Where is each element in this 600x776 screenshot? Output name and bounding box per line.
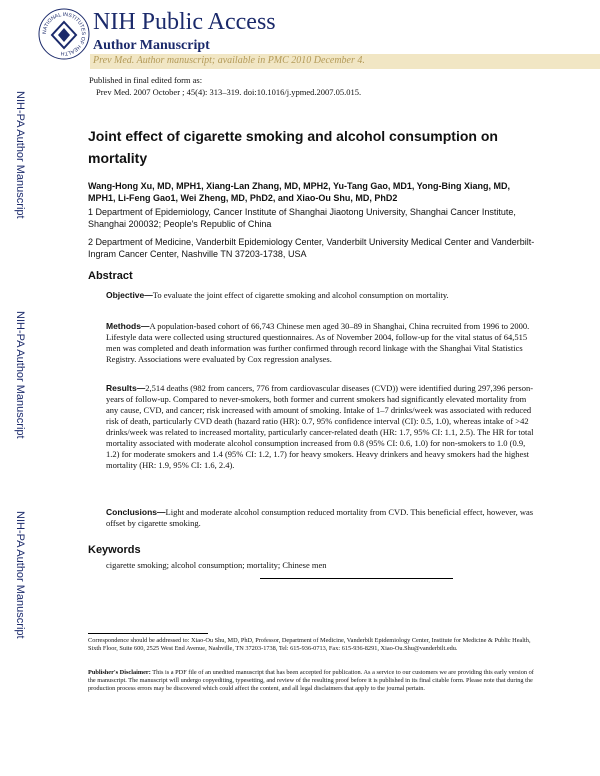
methods-label: Methods— xyxy=(106,321,150,331)
abstract-heading: Abstract xyxy=(88,270,133,282)
side-label-1: NIH-PA Author Manuscript xyxy=(14,91,26,219)
objective-text: To evaluate the joint effect of cigarette smoking and alcohol consumption on mortality. xyxy=(152,290,449,300)
published-in-label: Published in final edited form as: xyxy=(89,75,203,85)
affiliation-2: 2 Department of Medicine, Vanderbilt Epidemiology Center, Vanderbilt University Medical Center and Vanderbilt-Ingram Cancer Center, Nashville TN 37203-1738, USA xyxy=(88,237,535,259)
disclaimer-text: This is a PDF file of an unedited manuscript that has been accepted for publication. As a service to our customers we are providing this early version of the manuscript. The manuscript will undergo copyediting, typesetting, and review of the resulting proof before it is published in its final citable form. Please note that during the production process errors may be discovered which could affect the content, and all legal disclaimers that apply to the journal pertain. xyxy=(88,669,534,692)
abstract-conclusions xyxy=(106,507,540,529)
abstract-objective xyxy=(106,290,540,301)
availability-note: Prev Med. Author manuscript; available in PMC 2010 December 4. xyxy=(93,55,365,66)
side-label-2: NIH-PA Author Manuscript xyxy=(14,311,26,439)
section-divider xyxy=(260,578,453,579)
publisher-disclaimer xyxy=(88,669,538,693)
keywords-heading: Keywords xyxy=(88,544,141,556)
side-label-3: NIH-PA Author Manuscript xyxy=(14,511,26,639)
repository-title: NIH Public Access xyxy=(93,9,276,35)
conclusions-label: Conclusions— xyxy=(106,507,166,517)
keywords-text: cigarette smoking; alcohol consumption; mortality; Chinese men xyxy=(106,560,327,570)
objective-label: Objective— xyxy=(106,290,153,300)
repository-subtitle: Author Manuscript xyxy=(93,38,210,53)
logo-text: NATIONAL INSTITUTES OF HEALTH xyxy=(41,11,87,57)
citation: Prev Med. 2007 October ; 45(4): 313–319. doi:10.1016/j.ypmed.2007.05.015. xyxy=(96,87,362,97)
abstract-methods xyxy=(106,321,540,365)
results-text: 2,514 deaths (982 from cancers, 776 from cardiovascular diseases (CVD)) were identified during 297,396 person-years of follow-up. Compared to never-smokers, both former and current smokers had significantly elevated mortality from any cause, CVD, and cancer; risk increased with amount of smoking. Intake of 1–7 drinks/week was associated with reduced risk of death, particularly CVD death (hazard ratio (HR): 0.7, 95% confidence interval (CI): 0.5, 1.0), whereas intake of >42 drinks/week was related to increased mortality, particularly cancer-related death (HR: 1.7, 95% CI: 1.1, 2.5). The HR for total mortality associated with moderate alcohol consumption increased from 0.8 (95% CI: 0.6, 1.0) for non-smokers to 1.0 (0.9, 1.2) for moderate smokers and 1.4 (95% CI: 1.2, 1.7) for heavy smokers. Heavy drinkers and heavy smokers had the highest mortality (HR: 1.9, 95% CI: 1.6, 2.4). xyxy=(106,383,534,470)
author-list: Wang-Hong Xu, MD, MPH1, Xiang-Lan Zhang, MD, MPH2, Yu-Tang Gao, MD1, Yong-Bing Xiang, MD, MPH1, Li-Feng Gao1, Wei Zheng, MD, PhD2, and Xiao-Ou Shu, MD, PhD2 xyxy=(88,181,510,203)
methods-text: A population-based cohort of 66,743 Chinese men aged 30–89 in Shanghai, China recruited from 1996 to 2000. Lifestyle data were collected using structured questionnaires. As of November 2004, follow-up for the vital status of 64,515 men was completed and death information was further confirmed through record linkage with the Shanghai Vital Statistics Registry. Associations were evaluated by Cox regression analyses. xyxy=(106,321,530,364)
results-label: Results— xyxy=(106,383,146,393)
nih-logo xyxy=(38,8,90,60)
article-title: Joint effect of cigarette smoking and alcohol consumption on mortality xyxy=(88,128,498,166)
conclusions-text: Light and moderate alcohol consumption reduced mortality from CVD. This beneficial effect, however, was offset by cigarette smoking. xyxy=(106,507,534,528)
abstract-results xyxy=(106,383,540,471)
footnote-divider xyxy=(88,633,208,634)
disclaimer-label: Publisher's Disclaimer: xyxy=(88,669,151,676)
correspondence-note: Correspondence should be addressed to: Xiao-Ou Shu, MD, PhD, Professor, Department of Medicine, Vanderbilt Epidemiology Center, Institute for Medicine & Public Health, Sixth Floor, Suite 600, 2525 West End Avenue, Nashville, TN 37203-1738, Tel: 615-936-0713, Fax: 615-936-8291, Xiao-Ou.Shu@vanderbilt.edu. xyxy=(88,637,531,652)
affiliation-1: 1 Department of Epidemiology, Cancer Institute of Shanghai Jiaotong University, Shanghai Cancer Institute, Shanghai 200032; People's Republic of China xyxy=(88,207,516,229)
